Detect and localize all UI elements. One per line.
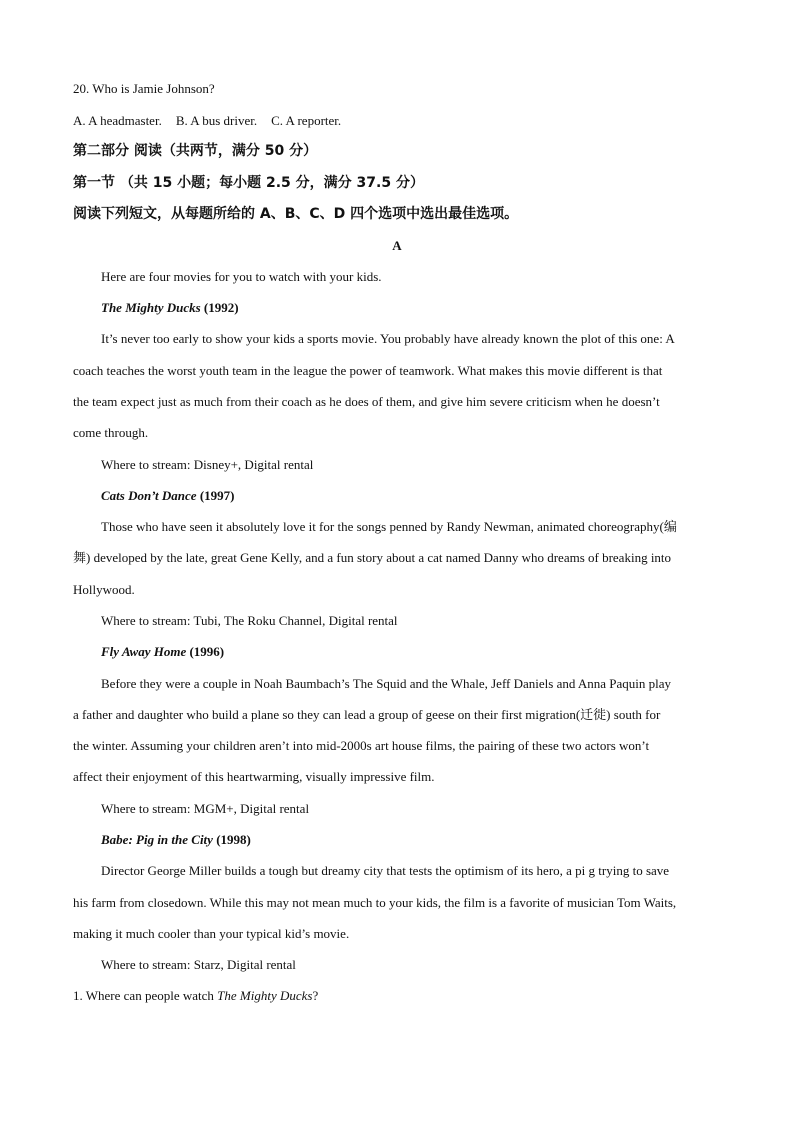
movie-title: Babe: Pig in the City <box>101 832 213 847</box>
question-20-stem: 20. Who is Jamie Johnson? <box>73 81 215 96</box>
section1-heading: 第一节 （共 15 小题；每小题 2.5 分，满分 37.5 分） <box>73 175 424 191</box>
question-20-option-c: C. A reporter. <box>271 113 342 128</box>
movie-description-line: making it much cooler than your typical kid’s movie. <box>73 926 350 941</box>
movie-title: Cats Don’t Dance <box>101 488 197 503</box>
movie-description-line: a father and daughter who build a plane so they can lead a group of geese on their first migration(迁徙) south for <box>73 707 661 722</box>
passage-intro: Here are four movies for you to watch with your kids. <box>101 269 382 284</box>
question-1-title: The Mighty Ducks <box>217 988 313 1003</box>
movie-description-line: come through. <box>73 425 149 440</box>
movie-description-line: the winter. Assuming your children aren’t into mid-2000s art house films, the pairing of these two actors won’t <box>73 738 650 753</box>
instruction: 阅读下列短文，从每题所给的 A、B、C、D 四个选项中选出最佳选项。 <box>73 206 519 222</box>
movie-year: (1992) <box>203 300 239 315</box>
question-20-option-a: A. A headmaster. <box>73 113 162 128</box>
movie-title: Fly Away Home <box>101 644 187 659</box>
movie-description-line: Those who have seen it absolutely love it for the songs penned by Randy Newman, animated choreography(编 <box>101 519 677 534</box>
question-20-option-b: B. A bus driver. <box>175 113 258 128</box>
movie-stream-info: Where to stream: Starz, Digital rental <box>101 957 296 972</box>
movie-description-line: his farm from closedown. While this may not mean much to your kids, the film is a favorite of musician Tom Waits, <box>73 895 677 910</box>
movie-year: (1997) <box>199 488 235 503</box>
movie-description-line: Before they were a couple in Noah Baumbach’s The Squid and the Whale, Jeff Daniels and Anna Paquin play <box>101 676 672 691</box>
movie-stream-info: Where to stream: MGM+, Digital rental <box>101 801 310 816</box>
movie-year: (1996) <box>189 644 225 659</box>
part2-heading: 第二部分 阅读（共两节，满分 50 分） <box>73 143 318 159</box>
movie-description-line: 舞) developed by the late, great Gene Kelly, and a fun story about a cat named Danny who dreams of breaking into <box>73 550 672 565</box>
movie-description-line: affect their enjoyment of this heartwarming, visually impressive film. <box>73 769 435 784</box>
movie-title-line <box>101 832 251 848</box>
movie-description-line: the team expect just as much from their coach as he does of them, and give him severe criticism when he doesn’t <box>73 394 660 409</box>
movie-title: The Mighty Ducks <box>101 300 201 315</box>
movie-description-line: coach teaches the worst youth team in the league the power of teamwork. What makes this movie different is that <box>73 363 663 378</box>
movie-description-line: Hollywood. <box>73 582 135 597</box>
passage-label: A <box>392 238 402 253</box>
movie-stream-info: Where to stream: Disney+, Digital rental <box>101 457 314 472</box>
question-20-options <box>73 113 341 129</box>
movie-title-line <box>101 300 239 316</box>
movie-description-line: Director George Miller builds a tough but dreamy city that tests the optimism of its hero, a pi g trying to save <box>101 863 670 878</box>
question-1-prefix: 1. Where can people watch <box>73 988 218 1003</box>
movie-title-line <box>101 644 224 660</box>
movie-stream-info: Where to stream: Tubi, The Roku Channel, Digital rental <box>101 613 398 628</box>
movie-description-line: It’s never too early to show your kids a sports movie. You probably have already known the plot of this one: A <box>101 331 675 346</box>
question-1-suffix: ? <box>312 988 319 1003</box>
movie-year: (1998) <box>216 832 251 847</box>
question-1-stem <box>73 988 318 1004</box>
movie-title-line <box>101 488 235 504</box>
